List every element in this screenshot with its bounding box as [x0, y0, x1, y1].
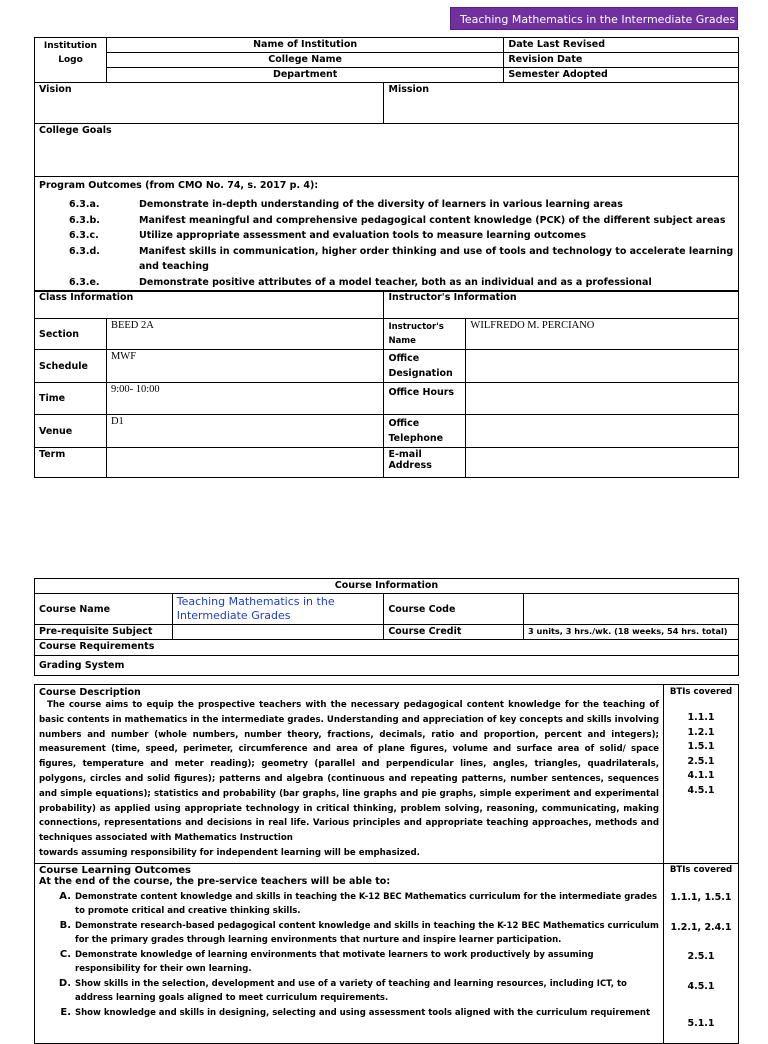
office-designation-value	[466, 350, 739, 383]
program-outcome-item	[39, 275, 734, 291]
clo-text: Demonstrate content knowledge and skills in teaching the K-12 BEC Mathematics curriculum for the intermediate grades to promote critical and creative thinking skills.	[75, 891, 658, 917]
section-label: Section	[35, 319, 107, 350]
prereq-label: Pre-requisite Subject	[35, 625, 173, 640]
course-title-banner: Teaching Mathematics in the Intermediate Grades	[450, 7, 738, 30]
clo-bti: 1.1.1, 1.5.1	[670, 891, 732, 903]
clo-letter: C.	[59, 948, 71, 960]
clo-btis-heading: BTIs covered	[669, 864, 733, 875]
program-outcome-item	[39, 197, 734, 213]
program-outcome-item	[39, 244, 734, 275]
institution-name: Name of Institution	[106, 38, 503, 53]
clo-item	[39, 1006, 659, 1035]
po-text: Utilize appropriate assessment and evaluation tools to measure learning outcomes	[139, 230, 587, 241]
college-goals-label: College Goals	[35, 124, 739, 177]
po-text: Manifest skills in communication, higher order thinking and use of tools and technology to accelerate learning and teaching	[139, 245, 734, 272]
course-description-text-last: towards assuming responsibility for independent learning will be emphasized.	[39, 847, 420, 858]
po-code: 6.3.e.	[69, 276, 100, 288]
course-code-label: Course Code	[384, 594, 524, 625]
course-credit-value: 3 units, 3 hrs./wk. (18 weeks, 54 hrs. total)	[524, 625, 739, 640]
institution-logo-cell: Institution Logo	[35, 38, 107, 83]
clo-heading: Course Learning Outcomes	[39, 864, 191, 876]
clo-text: Demonstrate knowledge of learning environments that motivate learners to work productively by assuming responsibility for their own learning.	[75, 949, 594, 975]
college-name: College Name	[106, 53, 503, 68]
clo-letter: D.	[58, 977, 71, 989]
date-last-revised: Date Last Revised	[504, 38, 739, 53]
institution-header-table	[34, 37, 739, 83]
course-info-table	[34, 578, 739, 676]
grading-system-label: Grading System	[35, 656, 739, 676]
office-hours-value	[466, 383, 739, 415]
schedule-label: Schedule	[35, 350, 107, 383]
clo-bti: 2.5.1	[687, 950, 715, 962]
bti-code: 1.1.1	[687, 712, 715, 723]
semester-adopted: Semester Adopted	[504, 68, 739, 83]
department: Department	[106, 68, 503, 83]
section-value: BEED 2A	[106, 319, 383, 350]
po-text: Demonstrate positive attributes of a model teacher, both as an individual and as a professional	[139, 276, 652, 288]
course-description-text: The course aims to equip the prospective teachers with the necessary pedagogical content knowledge for the teaching of basic contents in mathematics in the intermediate grades. Understanding and appreciation of key concepts and skills involving numbers and number (whole numbers, number theory, fractions, decimals, ratio and proportion, percent and integers); measurement (time, speed, perimeter, circumference and area of plane figures, volume and surface area of solid/ space figures, temperature and meter reading); geometry (parallel and perpendicular lines, angles, triangles, quadrilaterals, polygons, circles and solid figures); patterns and algebra (continuous and repeating patterns, number sentences, sequences and simple equations); statistics and probability (bar graphs, line graphs and pie graphs, simple experiment and experimental probability) as applied using appropriate technology in critical thinking, problem solving, reasoning, communicating, making connections, representations and decisions in real life. Various principles and appropriate teaching approaches, methods and techniques associated with Mathematics Instruction	[39, 700, 659, 844]
term-label: Term	[35, 448, 107, 478]
course-name-value: Teaching Mathematics in the Intermediate Grades	[172, 594, 384, 625]
program-outcome-item	[39, 213, 734, 229]
course-code-value	[524, 594, 739, 625]
office-telephone-value	[466, 415, 739, 448]
po-code: 6.3.a.	[69, 199, 100, 210]
bti-code: 4.1.1	[687, 770, 715, 781]
clo-letter: A.	[59, 890, 71, 902]
class-instructor-table	[34, 290, 739, 478]
po-code: 6.3.c.	[69, 230, 99, 241]
po-text: Demonstrate in-depth understanding of the diversity of learners in various learning areas	[139, 199, 623, 210]
bti-code: 1.2.1	[687, 726, 715, 738]
class-info-heading: Class Information	[35, 291, 384, 319]
email-value	[466, 448, 739, 478]
clo-intro: At the end of the course, the pre-service teachers will be able to:	[39, 875, 391, 887]
office-telephone-label: Office Telephone	[384, 415, 466, 448]
mission-label: Mission	[384, 83, 739, 124]
clo-item	[39, 977, 659, 1006]
email-label: E-mail Address	[384, 448, 466, 478]
po-code: 6.3.b.	[69, 214, 100, 226]
revision-date: Revision Date	[504, 53, 739, 68]
course-description-btis-cell	[664, 685, 739, 864]
instructor-name-value: WILFREDO M. PERCIANO	[466, 319, 739, 350]
instructor-info-heading: Instructor's Information	[384, 291, 739, 319]
course-description-table	[34, 684, 739, 1044]
clo-bti: 1.2.1, 2.4.1	[670, 921, 732, 933]
instructor-name-label: Instructor's Name	[384, 319, 466, 350]
clo-bti: 5.1.1	[687, 1017, 715, 1029]
office-designation-label: Office Designation	[384, 350, 466, 383]
course-requirements-label: Course Requirements	[35, 640, 739, 656]
clo-item	[39, 919, 659, 948]
clo-text: Show knowledge and skills in designing, selecting and using assessment tools aligned with the curriculum requirement	[75, 1007, 651, 1018]
btis-heading: BTIs covered	[669, 687, 733, 697]
office-hours-label: Office Hours	[384, 383, 466, 415]
bti-code: 2.5.1	[687, 755, 715, 767]
bti-code: 4.5.1	[687, 784, 715, 796]
clo-item	[39, 890, 659, 919]
clo-item	[39, 948, 659, 977]
program-outcomes-cell	[35, 177, 739, 292]
time-value: 9:00- 10:00	[106, 383, 383, 415]
course-info-heading: Course Information	[35, 579, 739, 594]
vision-mission-table	[34, 82, 739, 292]
clo-text: Demonstrate research-based pedagogical content knowledge and skills in teaching the K-12 BEC Mathematics curriculum for the primary grades through learning environments that nurture and inspire learner participation.	[75, 920, 659, 946]
time-label: Time	[35, 383, 107, 415]
clo-btis-cell	[664, 863, 739, 1043]
course-credit-label: Course Credit	[384, 625, 524, 640]
course-description-cell	[35, 685, 664, 864]
clo-letter: B.	[59, 919, 71, 931]
clo-bti: 4.5.1	[687, 980, 715, 992]
schedule-value: MWF	[106, 350, 383, 383]
program-outcome-item	[39, 228, 734, 244]
vision-label: Vision	[35, 83, 384, 124]
program-outcomes-heading: Program Outcomes (from CMO No. 74, s. 2017 p. 4):	[39, 180, 319, 191]
po-code: 6.3.d.	[69, 245, 100, 257]
prereq-value	[172, 625, 384, 640]
clo-letter: E.	[60, 1006, 71, 1018]
venue-label: Venue	[35, 415, 107, 448]
venue-value: D1	[106, 415, 383, 448]
course-description-heading: Course Description	[39, 687, 141, 698]
course-name-label: Course Name	[35, 594, 173, 625]
bti-code: 1.5.1	[687, 741, 715, 752]
clo-text: Show skills in the selection, development and use of a variety of teaching and learning resources, including ICT, to address learning goals aligned to meet curriculum requirements.	[75, 978, 627, 1004]
po-text: Manifest meaningful and comprehensive pedagogical content knowledge (PCK) of the different subject areas	[139, 214, 726, 226]
term-value	[106, 448, 383, 478]
clo-cell	[35, 863, 664, 1043]
